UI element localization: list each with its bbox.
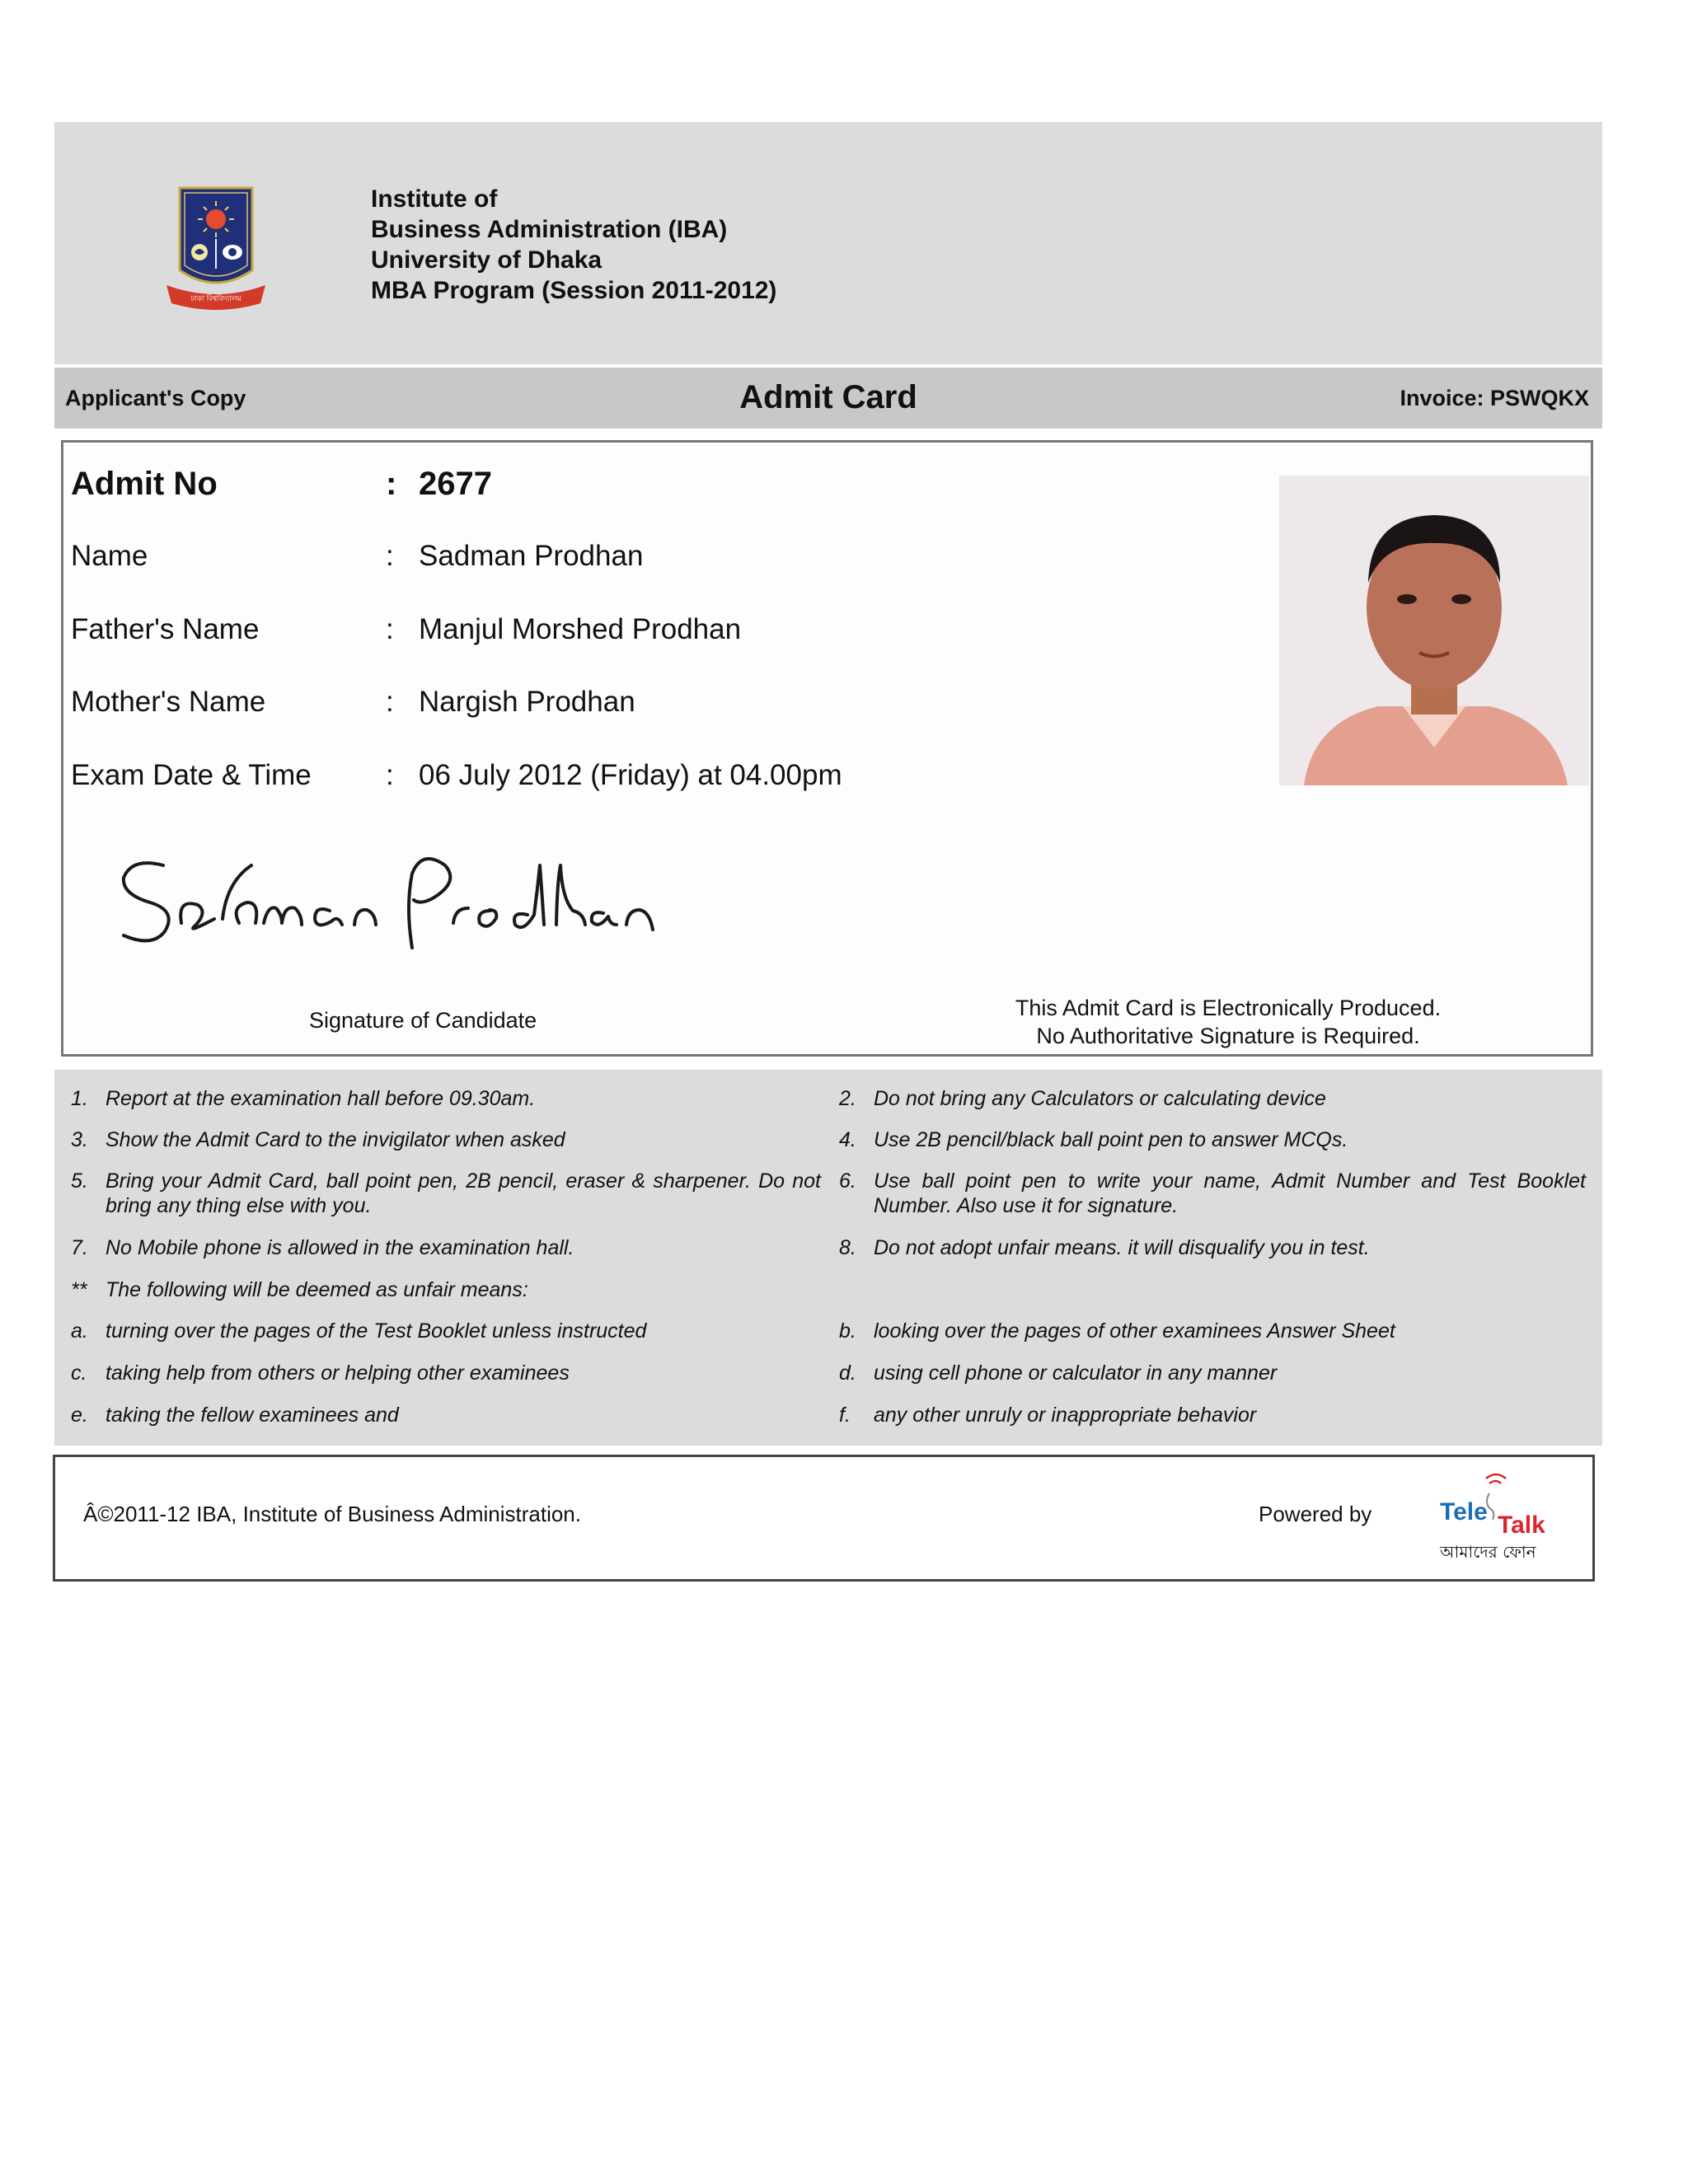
father-colon: : [386, 613, 394, 645]
exam-value: 06 July 2012 (Friday) at 04.00pm [419, 759, 842, 791]
institute-line-3: University of Dhaka [371, 246, 603, 274]
page-title: Admit Card [739, 379, 917, 415]
copy-label: Applicant's Copy [65, 386, 246, 410]
instruction-text: turning over the pages of the Test Booklet unless instructed [106, 1319, 647, 1343]
instruction-number: f. [839, 1404, 851, 1427]
electronic-note-line-2: No Authoritative Signature is Required. [1036, 1024, 1420, 1048]
instruction-number: ** [71, 1278, 87, 1301]
instruction-number: b. [839, 1319, 856, 1343]
instruction-text: any other unruly or inappropriate behavior [874, 1404, 1257, 1427]
electronic-note-line-1: This Admit Card is Electronically Produced. [1015, 996, 1442, 1020]
candidate-signature [99, 832, 676, 981]
exam-colon: : [386, 759, 394, 791]
instruction-text: Use ball point pen to write your name, Admit Number and Test Booklet Number. Also use it for signature. [874, 1169, 1586, 1217]
name-label: Name [71, 540, 148, 572]
copyright-text: Â©2011-12 IBA, Institute of Business Administration. [83, 1502, 581, 1526]
instruction-text: Report at the examination hall before 09.30am. [106, 1087, 536, 1110]
instruction-number: e. [71, 1404, 88, 1427]
instruction-text: using cell phone or calculator in any manner [874, 1361, 1278, 1385]
instruction-text: taking the fellow examinees and [106, 1404, 399, 1427]
teletalk-logo-icon [1432, 1469, 1564, 1568]
instruction-text: Do not bring any Calculators or calculating device [874, 1087, 1326, 1110]
exam-label: Exam Date & Time [71, 759, 312, 791]
institute-line-1: Institute of [371, 185, 498, 213]
instruction-text: Do not adopt unfair means. it will disqualify you in test. [874, 1236, 1370, 1259]
brand-tele-text: Tele [1440, 1498, 1488, 1526]
instruction-text: taking help from others or helping other examinees [106, 1361, 570, 1385]
instruction-number: c. [71, 1361, 87, 1385]
instruction-number: d. [839, 1361, 856, 1385]
instruction-number: 7. [71, 1236, 88, 1259]
name-value: Sadman Prodhan [419, 540, 644, 572]
instruction-text: The following will be deemed as unfair means: [106, 1278, 528, 1301]
instruction-text: Bring your Admit Card, ball point pen, 2B pencil, eraser & sharpener. Do not bring any thing else with you. [106, 1169, 821, 1217]
header-band [54, 122, 1602, 364]
university-crest-icon [165, 180, 267, 312]
institute-line-2: Business Administration (IBA) [371, 216, 728, 243]
brand-talk-text: Talk [1498, 1511, 1545, 1539]
admit-no-colon: : [386, 466, 397, 502]
institute-block [371, 184, 776, 306]
instruction-number: 6. [839, 1169, 856, 1193]
mother-label: Mother's Name [71, 686, 266, 718]
instruction-number: 4. [839, 1128, 856, 1151]
instruction-text: Use 2B pencil/black ball point pen to answer MCQs. [874, 1128, 1348, 1151]
instruction-number: 1. [71, 1087, 88, 1110]
instruction-number: 3. [71, 1128, 88, 1151]
mother-value: Nargish Prodhan [419, 686, 635, 718]
instruction-text: No Mobile phone is allowed in the examination hall. [106, 1236, 574, 1259]
mother-colon: : [386, 686, 394, 718]
powered-by-label: Powered by [1259, 1502, 1372, 1526]
father-label: Father's Name [71, 613, 260, 645]
brand-tagline-text: আমাদের ফোন [1440, 1542, 1536, 1562]
signature-caption: Signature of Candidate [309, 1008, 537, 1033]
footer-box [53, 1455, 1595, 1582]
title-bar [54, 368, 1602, 429]
invoice-label: Invoice: PSWQKX [1400, 386, 1589, 410]
electronic-note [940, 994, 1517, 1050]
instruction-number: a. [71, 1319, 88, 1343]
instruction-number: 2. [839, 1087, 856, 1110]
admit-no-value: 2677 [419, 466, 492, 502]
name-colon: : [386, 540, 394, 572]
instruction-text: Show the Admit Card to the invigilator when asked [106, 1128, 565, 1151]
program-line: MBA Program (Session 2011-2012) [371, 277, 777, 304]
candidate-photo [1279, 476, 1589, 785]
instruction-text: looking over the pages of other examinees Answer Sheet [874, 1319, 1395, 1343]
father-value: Manjul Morshed Prodhan [419, 613, 742, 645]
instruction-number: 8. [839, 1236, 856, 1259]
crest-ribbon-text: ঢাকা বিশ্ববিদ্যালয় [190, 295, 241, 303]
instruction-number: 5. [71, 1169, 88, 1193]
admit-no-label: Admit No [71, 466, 218, 502]
